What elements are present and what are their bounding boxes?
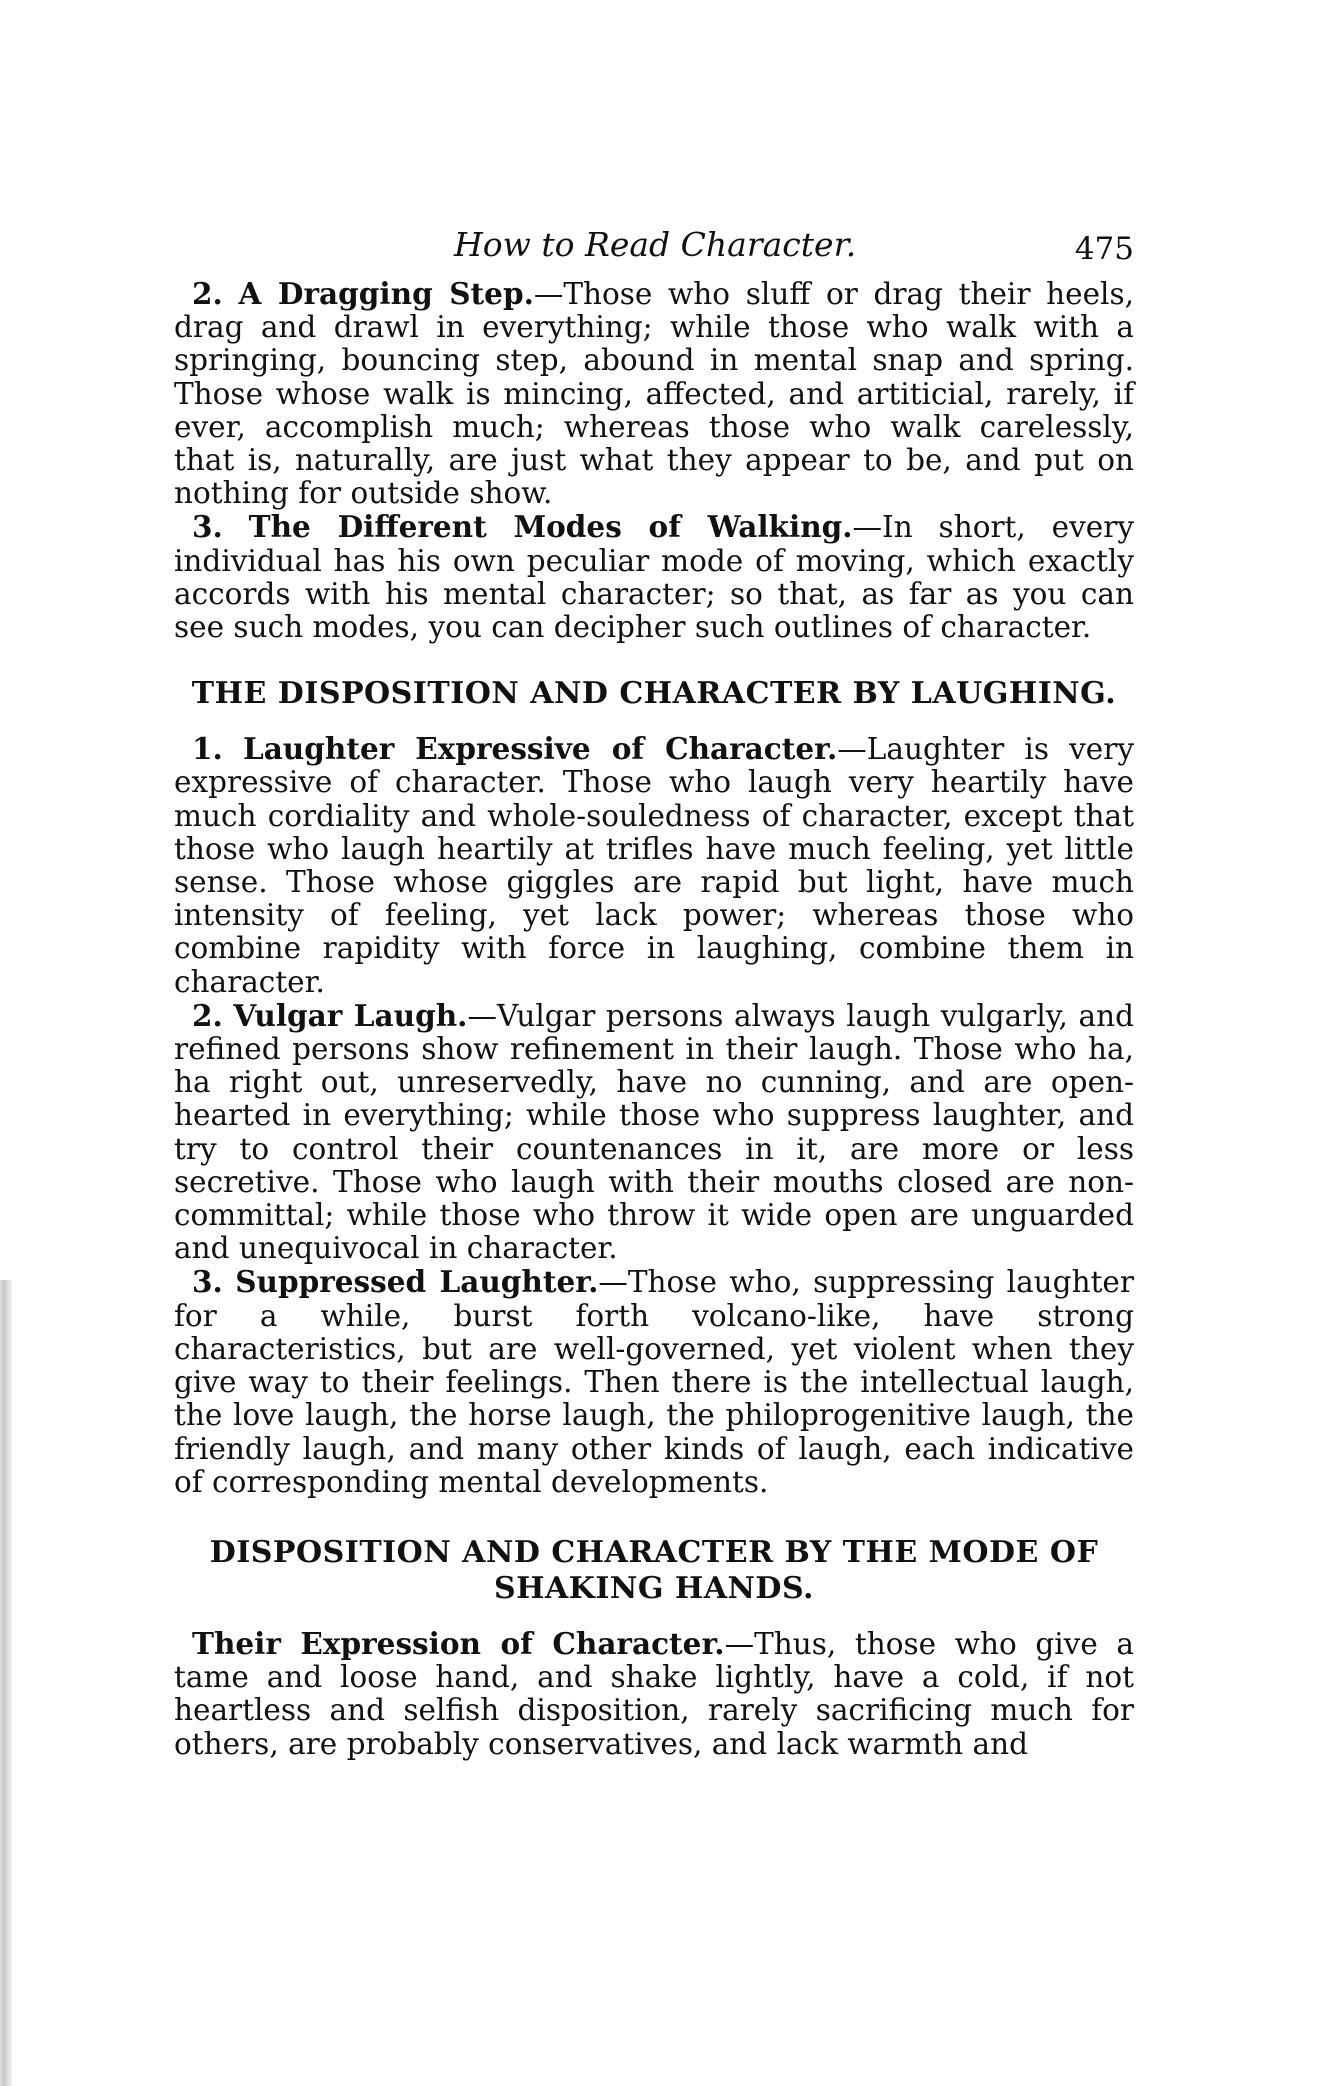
heading-line: SHAKING HANDS.	[494, 1570, 814, 1606]
paragraph-dragging-step	[174, 277, 1134, 510]
paragraph-lead: Vulgar Laugh.	[233, 997, 468, 1033]
paragraph-number: 2.	[192, 276, 223, 311]
paragraph-number: 1.	[192, 731, 223, 767]
section-heading-shaking-hands	[174, 1535, 1134, 1607]
paragraph-lead: Their Expression of Character.	[192, 1625, 725, 1661]
running-head	[174, 225, 1134, 277]
paragraph-number: 2.	[192, 997, 223, 1033]
paragraph-number: 3.	[192, 1264, 223, 1300]
paragraph-expression-of-character	[174, 1627, 1134, 1761]
paragraph-text: —In short, every individual has his own peculiar mode of moving, which exactly accords with his mental character; so that, as far as you can see such modes, you can decipher such outlines of character.	[174, 510, 1134, 645]
paragraph-suppressed-laughter	[174, 1265, 1134, 1498]
heading-line: DISPOSITION AND CHARACTER BY THE MODE OF	[209, 1534, 1099, 1570]
paragraph-text: —Vulgar persons always laugh vulgarly, and refined persons show refinement in their laugh. Those who ha, ha right out, unreservedly, have no cunning, and are open-hearted in everything; while those who suppress laughter, and try to control their countenances in it, are more or less secretive. Those who laugh with their mouths closed are non-committal; while those who throw it wide open are unguarded and unequivocal in character.	[174, 998, 1134, 1266]
paragraph-lead: The Different Modes of Walking.	[248, 509, 853, 545]
paragraph-number: 3.	[192, 509, 223, 545]
paragraph-vulgar-laugh	[174, 999, 1134, 1266]
scan-edge-shadow	[0, 1280, 12, 2086]
paragraph-laughter-expressive	[174, 732, 1134, 999]
paragraph-text: —Those who, suppressing laughter for a while, burst forth volcano-like, have strong characteristics, but are well-governed, yet violent when they give way to their feelings. Then there is the intellectual laugh, the love laugh, the horse laugh, the philoprogenitive laugh, the friendly laugh, and many other kinds of laugh, each indicative of corresponding mental developments.	[174, 1265, 1134, 1499]
book-page	[174, 225, 1134, 1761]
paragraph-lead: A Dragging Step.	[238, 276, 534, 311]
section-heading-laughing: THE DISPOSITION AND CHARACTER BY LAUGHING.	[191, 676, 1117, 712]
paragraph-modes-of-walking	[174, 510, 1134, 644]
paragraph-text: —Those who sluff or drag their heels, drag and drawl in everything; while those who walk with a springing, bouncing step, abound in mental snap and spring. Those whose walk is mincing, affected, and artiticial, rarely, if ever, accomplish much; whereas those who walk carelessly, that is, naturally, are just what they appear to be, and put on nothing for outside show.	[174, 277, 1134, 511]
page-number: 475	[1074, 231, 1134, 267]
paragraph-lead: Laughter Expressive of Character.	[242, 731, 838, 767]
running-title: How to Read Character.	[454, 225, 857, 264]
paragraph-lead: Suppressed Laughter.	[235, 1264, 599, 1300]
paragraph-text: —Thus, those who give a tame and loose hand, and shake lightly, have a cold, if not heartless and selfish disposition, rarely sacrificing much for others, are probably conservatives, and lack warmth and	[174, 1626, 1134, 1761]
paragraph-text: —Laughter is very expressive of character. Those who laugh very heartily have much cordiality and whole-souledness of character, except that those who laugh heartily at trifles have much feeling, yet little sense. Those whose giggles are rapid but light, have much intensity of feeling, yet lack power; whereas those who combine rapidity with force in laughing, combine them in character.	[174, 732, 1134, 999]
